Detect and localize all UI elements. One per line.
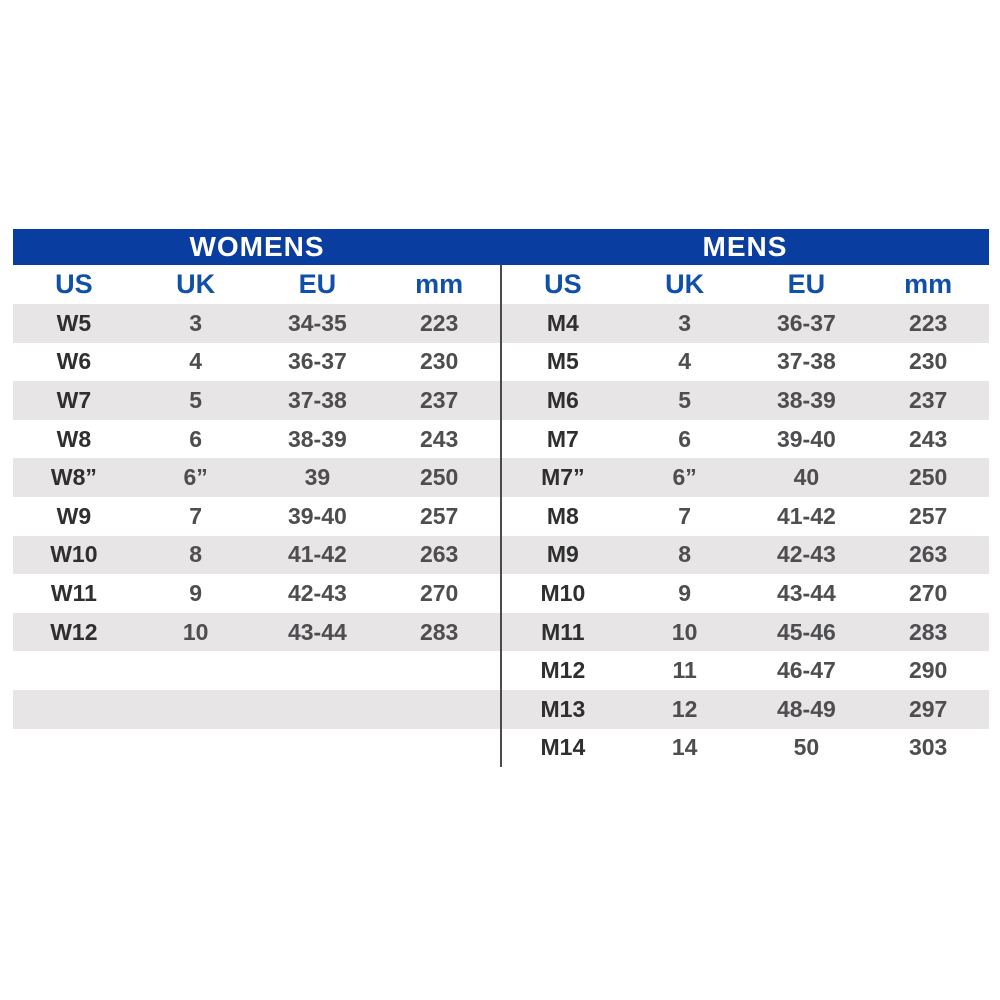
size-value: 263	[908, 541, 948, 568]
size-value: 37-38	[287, 386, 347, 413]
size-value: 36-37	[776, 309, 836, 336]
size-value: 41-42	[776, 502, 836, 529]
mens-table-row-3	[502, 381, 989, 420]
size-value: 250	[419, 464, 459, 491]
size-value: 38-39	[287, 425, 347, 452]
womens-section-title: WOMENS	[189, 231, 325, 262]
column-header-mm: mm	[415, 269, 464, 299]
size-value: 42-43	[287, 579, 347, 606]
womens-table-row-12-empty	[13, 729, 500, 768]
womens-table-row-9	[13, 613, 500, 652]
chart-header-bar	[13, 229, 989, 265]
size-label: W9	[56, 502, 92, 529]
size-value: 41-42	[287, 541, 347, 568]
size-value: 34-35	[287, 309, 347, 336]
size-label: W11	[50, 579, 97, 606]
size-value: 39	[304, 464, 331, 491]
size-value: 4	[189, 348, 203, 375]
size-value: 9	[678, 579, 692, 606]
womens-table-row-10-empty	[13, 651, 500, 690]
womens-table-row-3	[13, 381, 500, 420]
size-value: 50	[793, 734, 820, 761]
size-value: 6	[189, 425, 203, 452]
mens-table	[502, 265, 989, 767]
size-value: 6	[678, 425, 692, 452]
size-value: 243	[908, 425, 948, 452]
size-value: 11	[672, 657, 697, 684]
size-label: M9	[546, 541, 579, 568]
size-value: 36-37	[287, 348, 347, 375]
womens-column-header-row	[13, 265, 500, 304]
size-label: M6	[546, 386, 579, 413]
size-label: W10	[50, 541, 98, 568]
size-value: 14	[671, 734, 698, 761]
womens-table-row-8	[13, 574, 500, 613]
size-value: 39-40	[287, 502, 347, 529]
womens-table-row-6	[13, 497, 500, 536]
size-label: M13	[540, 695, 586, 722]
mens-table-row-8	[502, 574, 989, 613]
size-value: 6”	[183, 464, 208, 491]
size-label: M7	[546, 425, 579, 452]
womens-table-row-11-empty	[13, 690, 500, 729]
womens-table-row-4	[13, 420, 500, 459]
column-header-us: US	[55, 269, 93, 299]
size-label: W5	[56, 309, 92, 336]
size-value: 7	[678, 502, 692, 529]
size-value: 48-49	[776, 695, 836, 722]
column-header-uk: UK	[176, 269, 216, 299]
size-label: W12	[50, 618, 98, 645]
womens-table	[13, 265, 500, 767]
size-label: M5	[546, 348, 579, 375]
size-label: M10	[540, 579, 586, 606]
womens-table-row-1	[13, 304, 500, 343]
size-value: 270	[419, 579, 459, 606]
column-header-us: US	[544, 269, 582, 299]
mens-column-header-row	[502, 265, 989, 304]
size-value: 4	[678, 348, 692, 375]
womens-table-row-5	[13, 458, 500, 497]
size-label: M8	[546, 502, 579, 529]
size-label: W8	[56, 425, 92, 452]
size-value: 7	[189, 502, 203, 529]
size-value: 3	[189, 309, 203, 336]
womens-table-row-7	[13, 536, 500, 575]
size-value: 8	[678, 541, 692, 568]
size-value: 223	[908, 309, 948, 336]
size-value: 297	[908, 695, 948, 722]
column-header-eu: EU	[787, 269, 826, 299]
size-value: 263	[419, 541, 459, 568]
womens-table-row-2	[13, 343, 500, 382]
size-value: 5	[678, 386, 692, 413]
size-label: M14	[540, 734, 586, 761]
size-value: 290	[908, 657, 948, 684]
size-value: 10	[182, 618, 209, 645]
size-value: 257	[419, 502, 459, 529]
size-value: 237	[908, 386, 948, 413]
size-value: 237	[419, 386, 459, 413]
size-value: 10	[671, 618, 698, 645]
size-conversion-chart	[13, 229, 989, 767]
mens-table-row-1	[502, 304, 989, 343]
size-value: 230	[419, 348, 459, 375]
mens-table-row-5	[502, 458, 989, 497]
size-value: 257	[908, 502, 948, 529]
size-label: W6	[56, 348, 92, 375]
size-value: 8	[189, 541, 203, 568]
size-value: 250	[908, 464, 948, 491]
mens-section-title: MENS	[702, 231, 788, 262]
mens-table-row-9	[502, 613, 989, 652]
size-value: 42-43	[776, 541, 836, 568]
size-value: 3	[678, 309, 692, 336]
size-value: 39-40	[776, 425, 836, 452]
size-value: 43-44	[776, 579, 836, 606]
size-value: 230	[908, 348, 948, 375]
mens-table-row-4	[502, 420, 989, 459]
column-header-eu: EU	[298, 269, 337, 299]
size-value: 37-38	[776, 348, 836, 375]
size-value: 9	[189, 579, 203, 606]
size-value: 12	[671, 695, 698, 722]
size-value: 6”	[672, 464, 697, 491]
size-value: 223	[419, 309, 459, 336]
mens-table-row-12	[502, 729, 989, 768]
size-value: 43-44	[287, 618, 347, 645]
mens-table-row-10	[502, 651, 989, 690]
column-header-uk: UK	[665, 269, 705, 299]
size-value: 45-46	[776, 618, 836, 645]
size-value: 40	[793, 464, 820, 491]
chart-body	[13, 265, 989, 767]
size-value: 283	[908, 618, 948, 645]
size-label: M12	[540, 657, 586, 684]
mens-table-row-7	[502, 536, 989, 575]
column-header-mm: mm	[904, 269, 953, 299]
mens-table-row-2	[502, 343, 989, 382]
size-label: M4	[546, 309, 579, 336]
mens-table-row-6	[502, 497, 989, 536]
size-label: M7”	[541, 464, 585, 491]
mens-table-row-11	[502, 690, 989, 729]
size-value: 303	[908, 734, 948, 761]
size-value: 38-39	[776, 386, 836, 413]
size-value: 283	[419, 618, 459, 645]
size-label: M11	[541, 618, 585, 645]
size-value: 46-47	[776, 657, 836, 684]
size-label: W8”	[50, 464, 97, 491]
size-label: W7	[56, 386, 92, 413]
size-value: 270	[908, 579, 948, 606]
size-value: 5	[189, 386, 203, 413]
size-value: 243	[419, 425, 459, 452]
